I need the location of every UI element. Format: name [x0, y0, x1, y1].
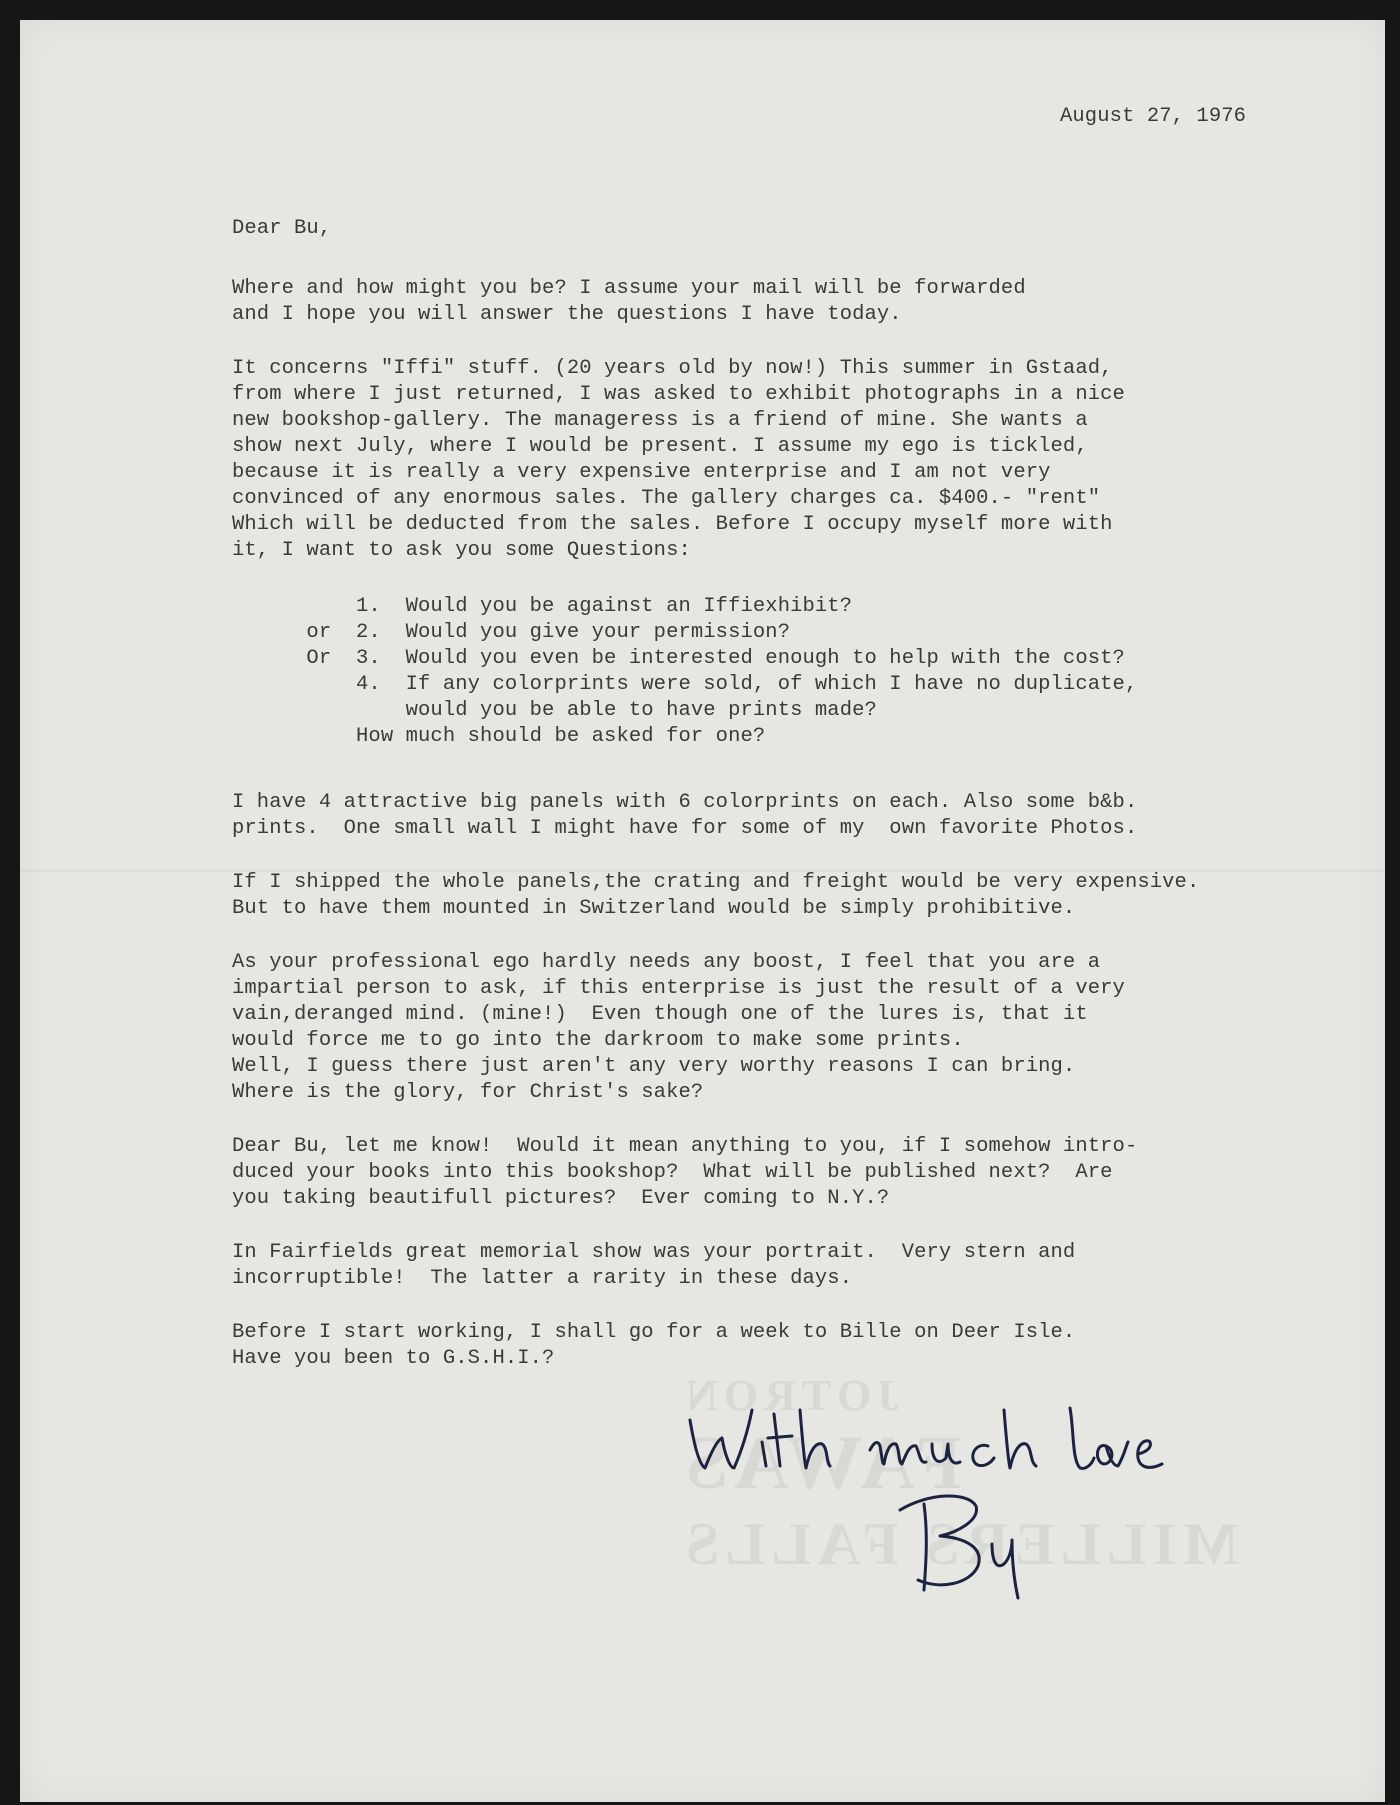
signature — [880, 1480, 1080, 1610]
p4-line: If I shipped the whole panels,the crating and freight would be very expensive. — [232, 871, 1200, 894]
salutation: Dear Bu, — [232, 217, 332, 240]
p2-line: it, I want to ask you some Questions: — [232, 539, 691, 562]
question-item: Or 3. Would you even be interested enough to help with the cost? — [232, 647, 1125, 670]
handwritten-closing — [670, 1380, 1130, 1490]
p1-line: and I hope you will answer the questions I have today. — [232, 303, 902, 326]
p2-line: show next July, where I would be present. I assume my ego is tickled, — [232, 435, 1088, 458]
letter-page — [20, 20, 1385, 1802]
p2-line: Which will be deducted from the sales. Before I occupy myself more with — [232, 513, 1113, 536]
p5-line: impartial person to ask, if this enterprise is just the result of a very — [232, 977, 1125, 1000]
question-item: 1. Would you be against an Iffiexhibit? — [232, 595, 853, 618]
watermark-line-1: JOTRON — [680, 1371, 900, 1420]
p2-line: from where I just returned, I was asked to exhibit photographs in a nice — [232, 383, 1125, 406]
p2-line: convinced of any enormous sales. The gallery charges ca. $400.- "rent" — [232, 487, 1101, 510]
p5-line: would force me to go into the darkroom to make some prints. — [232, 1029, 964, 1052]
handwritten-closing-2 — [1100, 1380, 1300, 1490]
p6-line: duced your books into this bookshop? What will be published next? Are — [232, 1161, 1113, 1184]
p5-line: Where is the glory, for Christ's sake? — [232, 1081, 704, 1104]
p7-line: incorruptible! The latter a rarity in these days. — [232, 1267, 853, 1290]
p5-line: Well, I guess there just aren't any very worthy reasons I can bring. — [232, 1055, 1076, 1078]
p3-line: I have 4 attractive big panels with 6 colorprints on each. Also some b&b. — [232, 791, 1138, 814]
question-item: How much should be asked for one? — [232, 725, 766, 748]
p2-line: It concerns "Iffi" stuff. (20 years old by now!) This summer in Gstaad, — [232, 357, 1113, 380]
question-item: 4. If any colorprints were sold, of which I have no duplicate, — [232, 673, 1138, 696]
p6-line: you taking beautifull pictures? Ever coming to N.Y.? — [232, 1187, 890, 1210]
p8-line: Have you been to G.S.H.I.? — [232, 1347, 555, 1370]
p5-line: vain,deranged mind. (mine!) Even though one of the lures is, that it — [232, 1003, 1088, 1026]
watermark-line-2: FAWAS — [680, 1421, 962, 1505]
p2-line: because it is really a very expensive enterprise and I am not very — [232, 461, 1051, 484]
p4-line: But to have them mounted in Switzerland would be simply prohibitive. — [232, 897, 1076, 920]
p6-line: Dear Bu, let me know! Would it mean anything to you, if I somehow intro- — [232, 1135, 1138, 1158]
p5-line: As your professional ego hardly needs any boost, I feel that you are a — [232, 951, 1101, 974]
p2-line: new bookshop-gallery. The manageress is a friend of mine. She wants a — [232, 409, 1088, 432]
page-edge-notch — [0, 822, 10, 886]
letter-date: August 27, 1976 — [1060, 105, 1247, 128]
watermark-line-3: MILLERS FALLS — [680, 1511, 1239, 1577]
p3-line: prints. One small wall I might have for some of my own favorite Photos. — [232, 817, 1138, 840]
p7-line: In Fairfields great memorial show was your portrait. Very stern and — [232, 1241, 1076, 1264]
question-item: or 2. Would you give your permission? — [232, 621, 791, 644]
p8-line: Before I start working, I shall go for a week to Bille on Deer Isle. — [232, 1321, 1076, 1344]
question-item: would you be able to have prints made? — [232, 699, 877, 722]
p1-line: Where and how might you be? I assume your mail will be forwarded — [232, 277, 1026, 300]
